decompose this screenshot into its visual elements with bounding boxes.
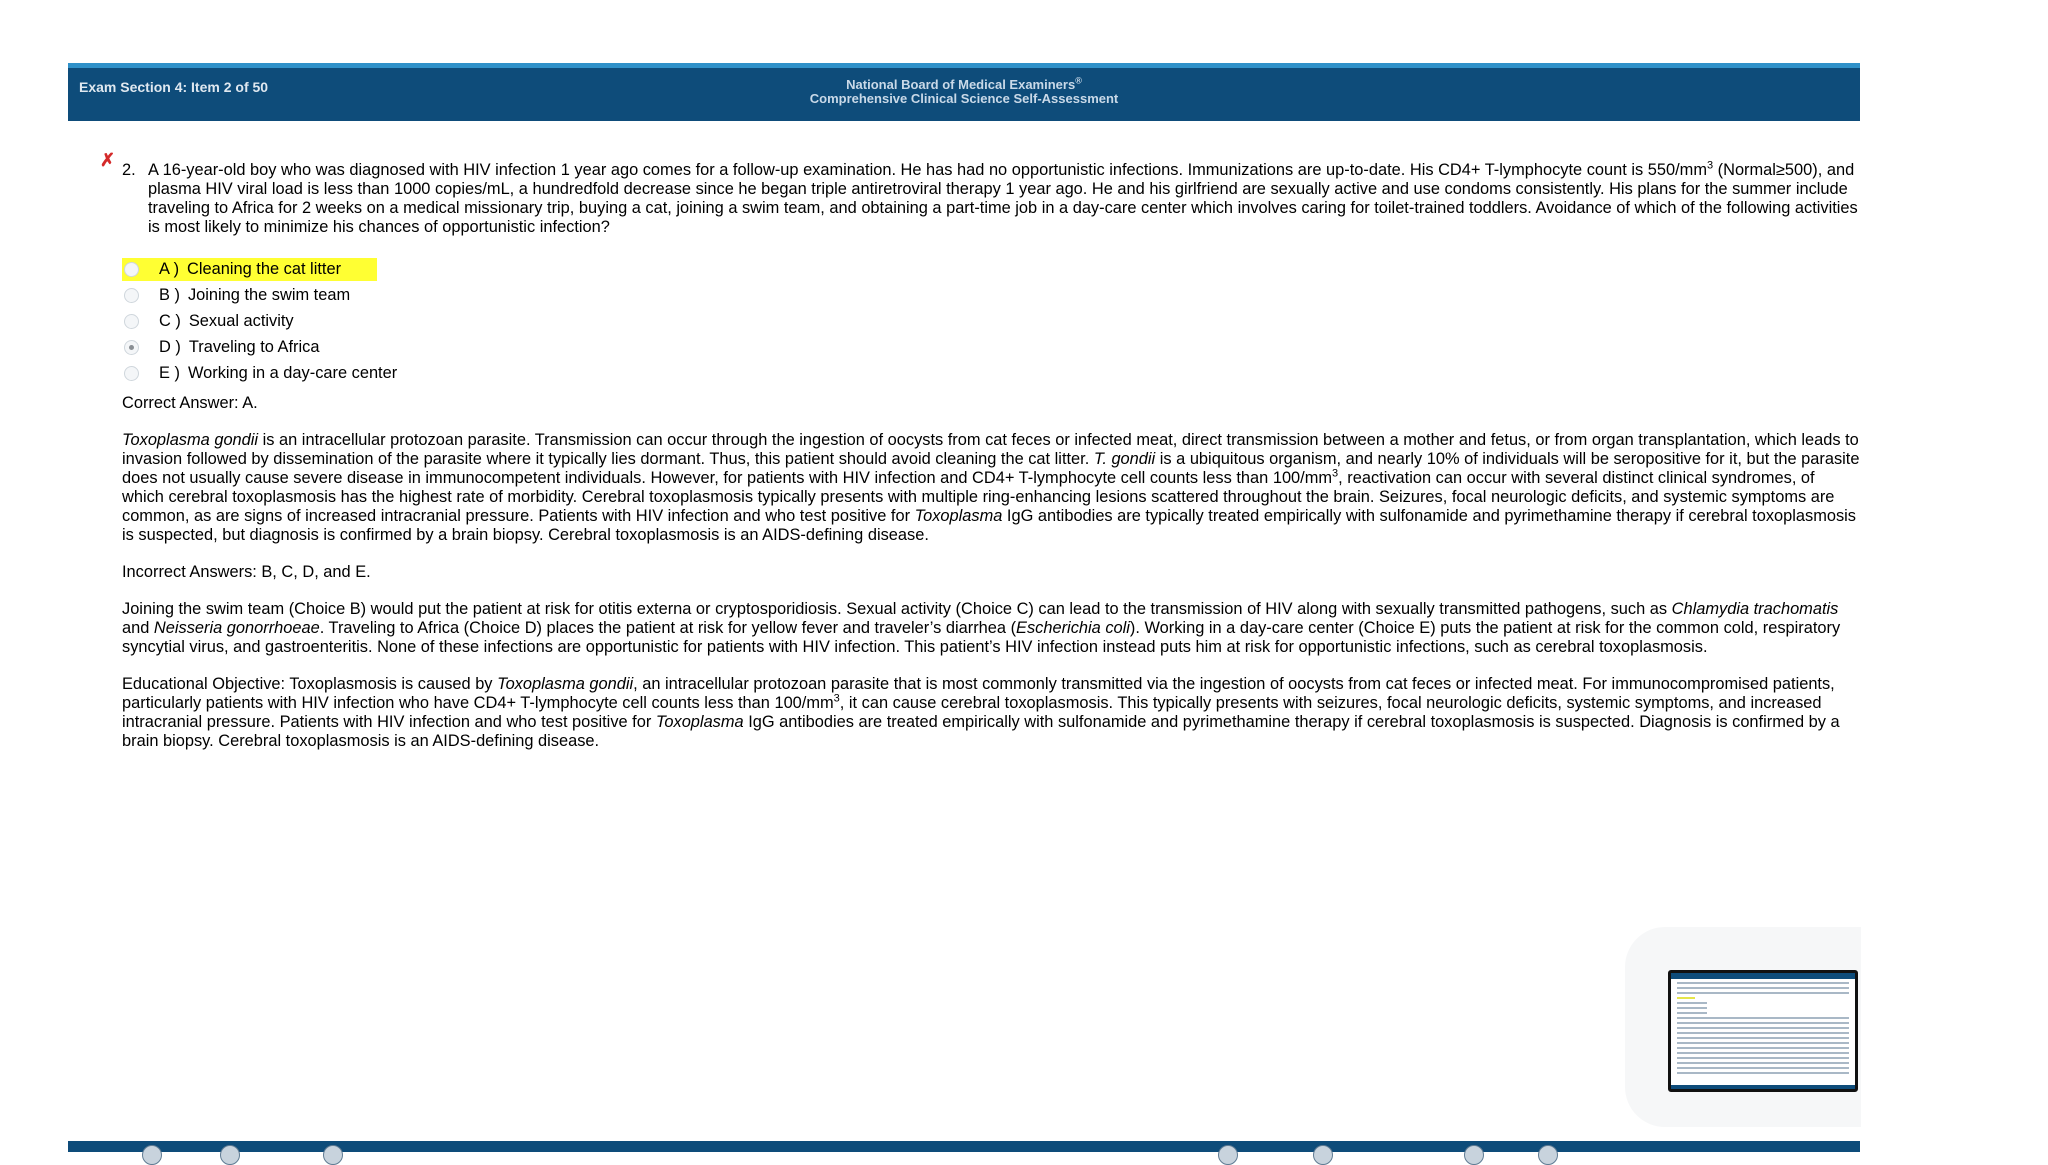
title-line-1: National Board of Medical Examiners [846,77,1076,92]
explanation-text: IgG antibodies are treated empirically with sulfonamide and pyrimethamine therapy if cerebral toxoplasmosis is suspected. Diagnosis is confirmed by a brain biopsy. Cerebral toxoplasmosis is an AIDS-defining disease. [122,713,1840,750]
explanation-paragraph-1 [122,431,1860,545]
italic-term: Chlamydia trachomatis [1671,600,1839,618]
lab-values-icon[interactable] [1218,1145,1238,1165]
option-a-text: Cleaning the cat litter [187,259,342,278]
option-c-text: Sexual activity [188,311,294,330]
page-thumbnail[interactable] [1668,970,1858,1092]
option-c[interactable] [122,308,1860,334]
incorrect-mark-icon: ✗ [100,150,116,170]
option-b-letter: B ) [159,285,180,304]
explanation-text: and [122,619,154,637]
explanation-text: Joining the swim team (Choice B) would put the patient at risk for otitis externa or cryptosporidiosis. Sexual activity (Choice C) can lead to the transmission of HIV along with sexually transmitted pathogens, such as [122,600,1672,618]
option-e-radio[interactable] [124,366,139,381]
option-b[interactable] [122,282,1860,308]
option-b-radio[interactable] [124,288,139,303]
explanation-text: is an intracellular protozoan parasite. Transmission can occur through the ingestion of oocysts from cat feces or infected meat, direct transmission between a mother and fetus, or from organ transplantation, which leads to invasion followed by dissemination of the parasite where it typically lies dormant. Thus, this patient should avoid cleaning the cat litter. [122,431,1859,468]
option-b-text: Joining the swim team [187,285,351,304]
exam-title [68,75,1860,106]
explanation-text: . Traveling to Africa (Choice D) places the patient at risk for yellow fever and traveler’s diarrhea ( [319,619,1017,637]
option-e-text: Working in a day-care center [187,363,398,382]
previous-icon[interactable] [142,1145,162,1165]
option-d-letter: D ) [159,337,181,356]
title-line-2: Comprehensive Clinical Science Self-Assessment [809,91,1119,106]
option-a-highlight [122,258,377,281]
option-c-letter: C ) [159,311,181,330]
exam-header [68,63,1860,121]
superscript: 3 [1332,467,1339,480]
option-a-radio[interactable] [124,262,139,277]
italic-term: Toxoplasma gondii [122,431,259,449]
educational-objective [122,675,1860,751]
explanation-text: is a ubiquitous organism, and nearly 10% of individuals will be seropositive for it, but the parasite does not usually cause severe disease in immunocompetent individuals. However, for patients with HIV infection and CD4+ T-lymphocyte cell counts less than 100/mm [122,450,1860,487]
italic-term: Escherichia coli [1016,619,1130,637]
explanation-text: , reactivation can occur with several distinct clinical syndromes, of which cerebral toxoplasmosis has the highest rate of morbidity. Cerebral toxoplasmosis typically presents with multiple ring-enhancing lesions scattered throughout the brain. Seizures, focal neurologic deficits, and systemic symptoms are common, as are signs of increased intracranial pressure. Patients with HIV infection and who test positive for [122,469,1835,525]
answer-options [122,256,1860,386]
explanation-text: IgG antibodies are typically treated empirically with sulfonamide and pyrimethamine therapy if cerebral toxoplasmosis is suspected, but diagnosis is confirmed by a brain biopsy. Cerebral toxoplasmosis is an AIDS-defining disease. [122,507,1857,544]
option-d[interactable] [122,334,1860,360]
italic-term: Toxoplasma [914,507,1003,525]
option-a-letter: A ) [159,259,180,278]
exam-section-label: Exam Section 4: Item 2 of 50 [79,79,269,95]
stem-text-1: A 16-year-old boy who was diagnosed with HIV infection 1 year ago comes for a follow-up examination. He has had no opportunistic infections. Immunizations are up-to-date. His CD4+ T-lymphocyte count is 550/mm [148,161,1707,179]
question-number: 2. [122,161,136,179]
incorrect-answers: Incorrect Answers: B, C, D, and E. [122,563,371,581]
registered-mark: ® [1075,75,1082,86]
option-c-radio[interactable] [124,314,139,329]
italic-term: Toxoplasma [655,713,744,731]
next-icon[interactable] [220,1145,240,1165]
explanation-text: Educational Objective: Toxoplasmosis is caused by [122,675,498,693]
option-d-text: Traveling to Africa [188,337,320,356]
explanation-paragraph-2 [122,600,1860,657]
italic-term: Toxoplasma gondii [497,675,634,693]
explanation-text: , an intracellular protozoan parasite that is most commonly transmitted via the ingestion of oocysts from cat feces or infected meat. For immunocompromised patients, particularly patients with HIV infection who have CD4+ T-lymphocyte cell counts less than 100/mm [122,675,1835,712]
pause-icon[interactable] [1538,1145,1558,1165]
option-e[interactable] [122,360,1860,386]
superscript: 3 [833,692,840,705]
option-a[interactable] [122,256,1860,282]
stem-text-2: (Normal≥500), and plasma HIV viral load is less than 1000 copies/mL, a hundredfold decrease since he began triple antiretroviral therapy 1 year ago. He and his girlfriend are sexually active and use condoms consistently. His plans for the summer include traveling to Africa for 2 weeks on a medical missionary trip, buying a cat, joining a swim team, and obtaining a part-time job in a day-care center which involves caring for toilet-trained toddlers. Avoidance of which of the following activities is most likely to minimize his chances of opportunistic infection? [148,161,1858,236]
italic-term: T. gondii [1093,450,1156,468]
option-e-letter: E ) [159,363,180,382]
question-stem [100,150,1860,237]
option-d-radio[interactable] [124,340,139,355]
italic-term: Neisseria gonorrhoeae [153,619,320,637]
explanation-text: ). Working in a day-care center (Choice E) puts the patient at risk for the common cold, respiratory syncytial virus, and gastroenteritis. None of these infections are opportunistic for patients with HIV infection. This patient’s HIV infection instead puts him at risk for opportunistic infections, such as cerebral toxoplasmosis. [122,619,1841,656]
question-content [100,150,1860,751]
navigation-footer [68,1141,1860,1152]
correct-answer: Correct Answer: A. [122,394,258,412]
stem-superscript: 3 [1706,159,1714,172]
explanation-text: , it can cause cerebral toxoplasmosis. This typically presents with seizures, focal neurologic deficits, systemic symptoms, and increased intracranial pressure. Patients with HIV infection and who test positive for [122,694,1822,731]
calculator-icon[interactable] [1313,1145,1333,1165]
review-icon[interactable] [323,1145,343,1165]
help-icon[interactable] [1464,1145,1484,1165]
